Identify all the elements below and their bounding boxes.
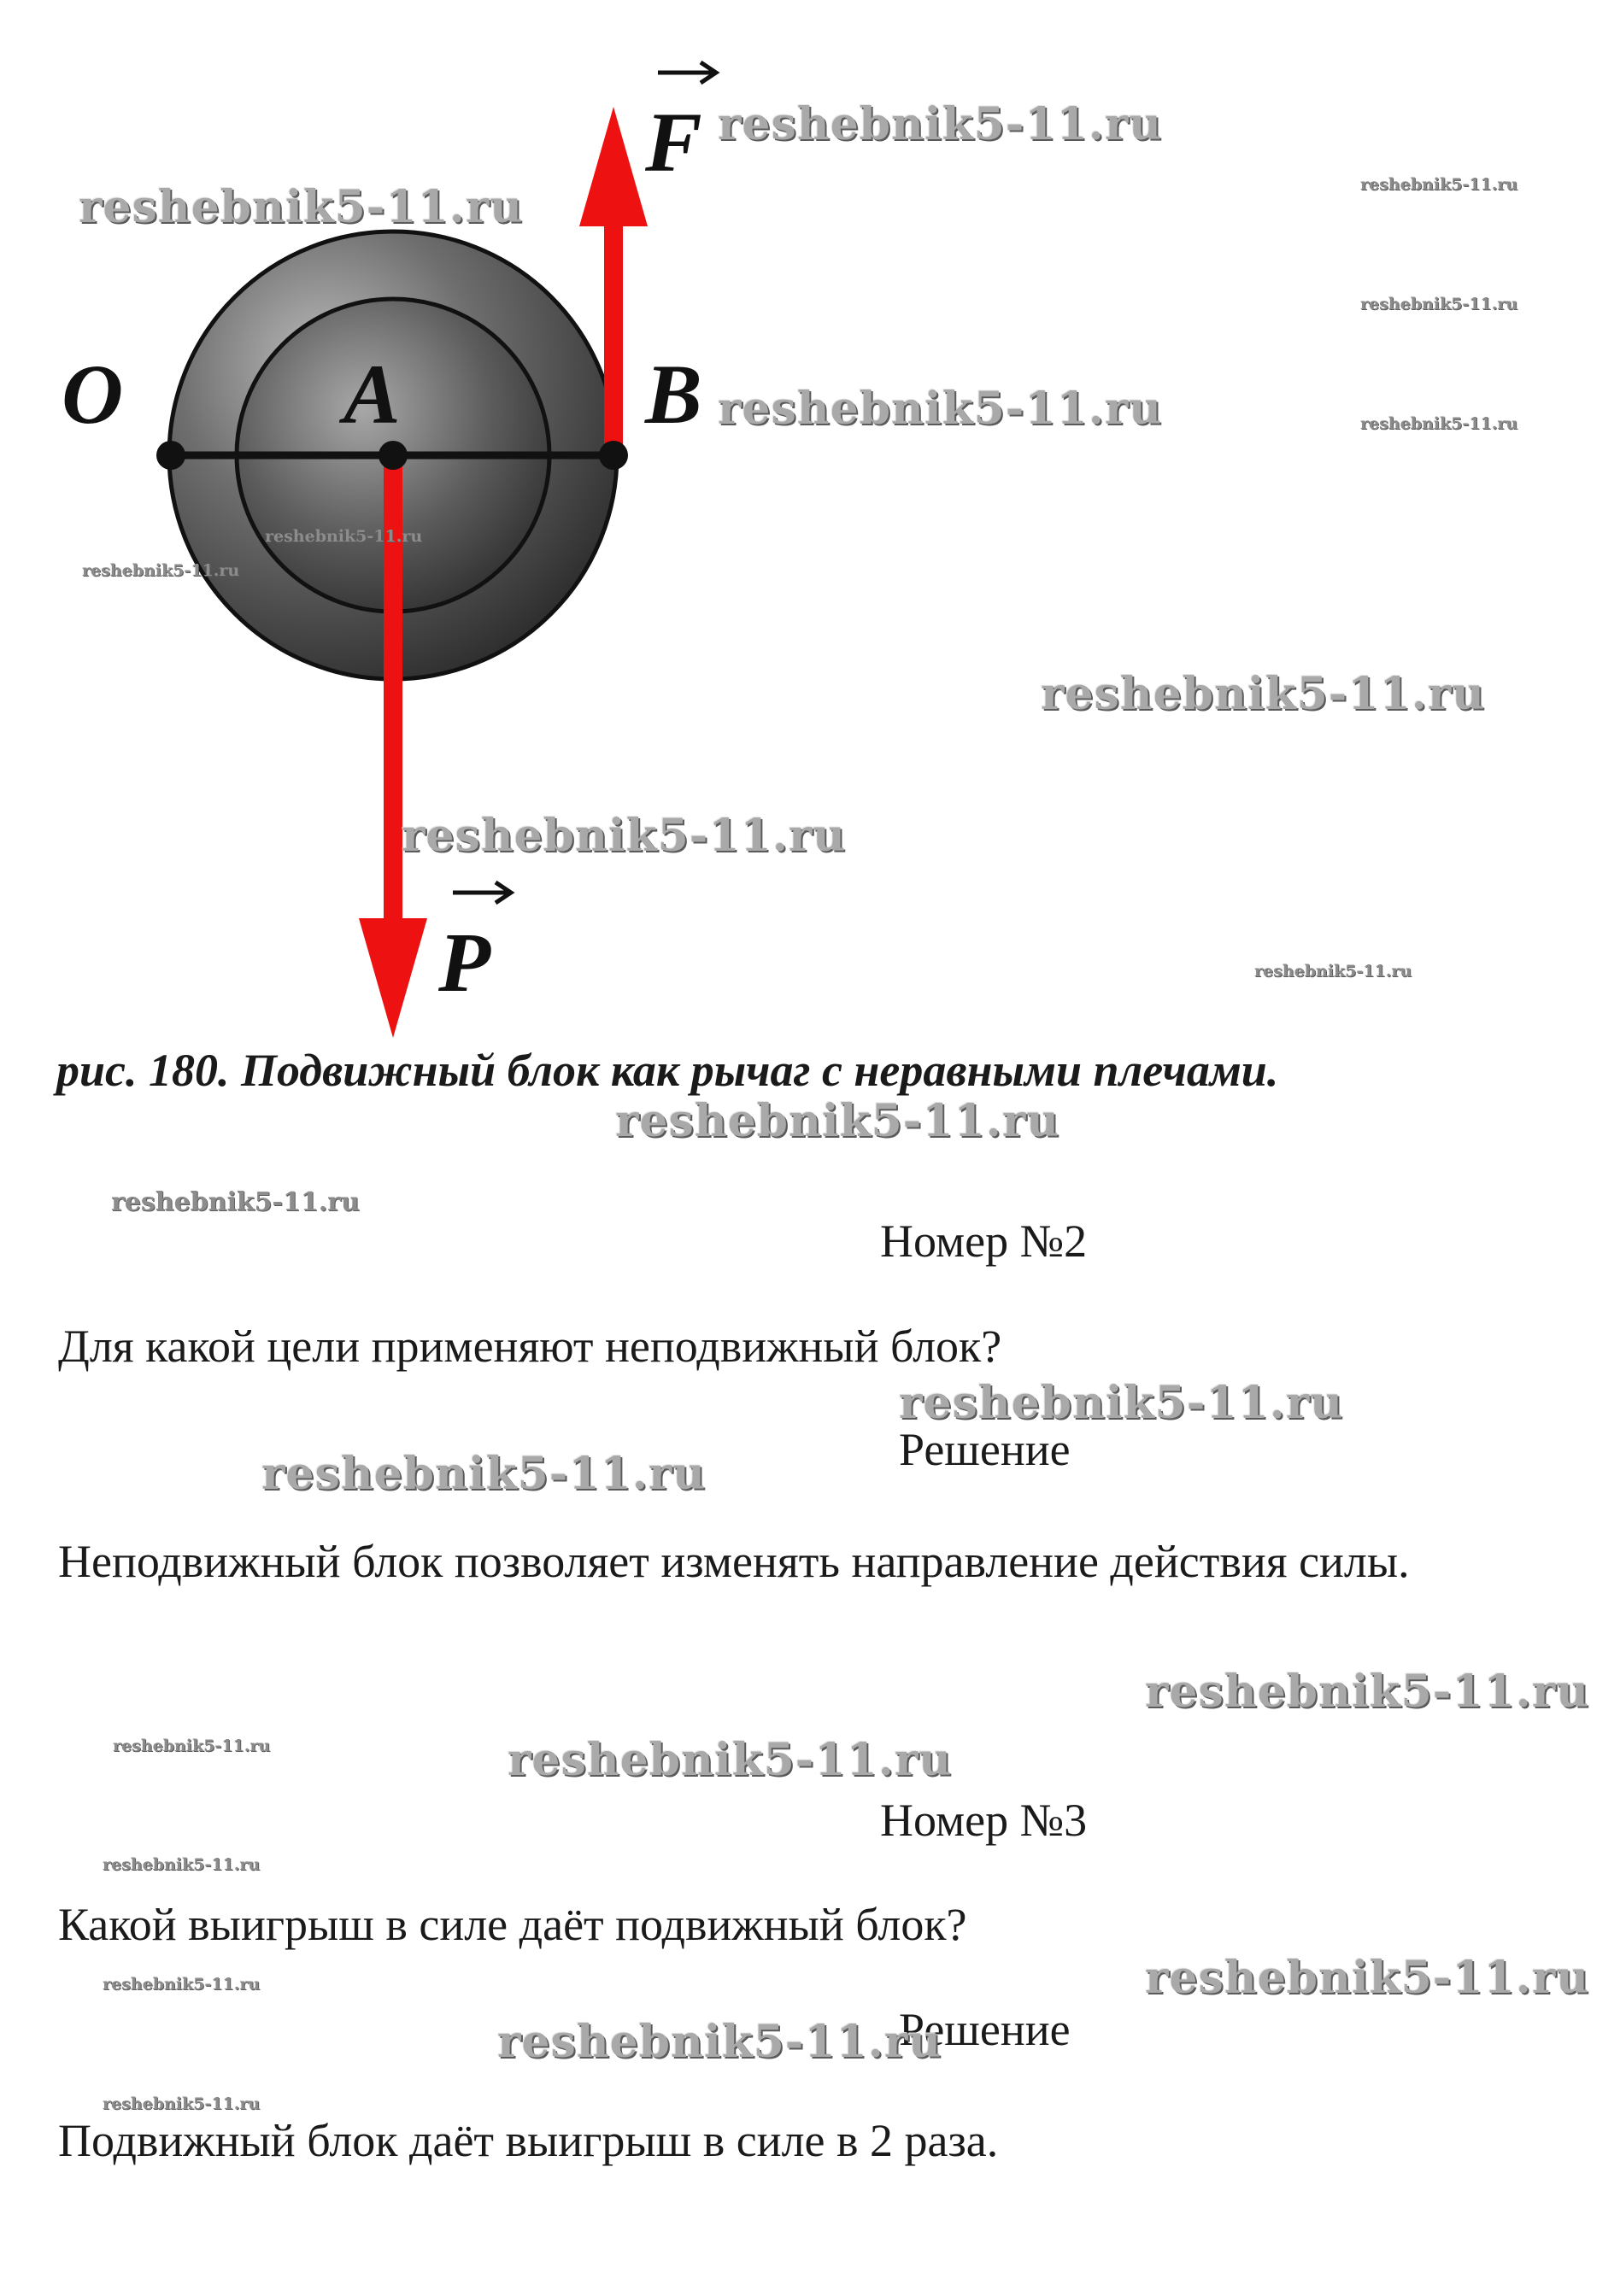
label-p: P bbox=[438, 915, 491, 1010]
watermark: reshebnik5-11.ru bbox=[615, 1095, 1060, 1147]
watermark: reshebnik5-11.ru bbox=[1254, 962, 1412, 981]
q2-question: Для какой цели применяют неподвижный блок? bbox=[58, 1321, 1002, 1372]
q3-answer: Подвижный блок даёт выигрыш в силе в 2 раза. bbox=[58, 2115, 999, 2166]
watermark: reshebnik5-11.ru bbox=[1145, 1666, 1590, 1718]
watermark: reshebnik5-11.ru bbox=[508, 1734, 953, 1786]
watermark: reshebnik5-11.ru bbox=[497, 2016, 942, 2068]
point-a bbox=[379, 441, 408, 470]
watermark: reshebnik5-11.ru bbox=[1041, 668, 1486, 720]
watermark: reshebnik5-11.ru bbox=[1360, 295, 1518, 313]
watermark: reshebnik5-11.ru bbox=[103, 1855, 261, 1874]
watermark: reshebnik5-11.ru bbox=[261, 1448, 707, 1500]
watermark: reshebnik5-11.ru bbox=[899, 1377, 1344, 1429]
q3-solution-label: Решение bbox=[899, 2004, 1071, 2055]
watermark: reshebnik5-11.ru bbox=[265, 527, 423, 546]
watermark: reshebnik5-11.ru bbox=[718, 98, 1163, 150]
figure-caption: рис. 180. Подвижный блок как рычаг с неравными плечами. bbox=[56, 1045, 1279, 1096]
watermark: reshebnik5-11.ru bbox=[82, 561, 240, 580]
vector-arrow-p bbox=[453, 882, 511, 903]
q3-number: Номер №3 bbox=[880, 1795, 1088, 1846]
watermark: reshebnik5-11.ru bbox=[113, 1737, 271, 1755]
watermark: reshebnik5-11.ru bbox=[103, 2094, 261, 2113]
label-o: O bbox=[62, 347, 124, 442]
pulley-lever-figure bbox=[0, 0, 1620, 1042]
label-a: A bbox=[343, 347, 401, 442]
force-p-arrowhead bbox=[359, 918, 427, 1038]
watermark: reshebnik5-11.ru bbox=[402, 810, 847, 862]
force-f-shaft bbox=[604, 218, 623, 455]
force-f-arrowhead bbox=[579, 107, 648, 226]
watermark: reshebnik5-11.ru bbox=[718, 383, 1163, 435]
q3-question: Какой выигрыш в силе даёт подвижный блок? bbox=[58, 1899, 967, 1950]
watermark: reshebnik5-11.ru bbox=[1360, 414, 1518, 433]
watermark: reshebnik5-11.ru bbox=[1145, 1952, 1590, 2004]
point-o bbox=[156, 441, 185, 470]
vector-arrow-f bbox=[658, 62, 716, 83]
q2-number: Номер №2 bbox=[880, 1215, 1088, 1267]
watermark: reshebnik5-11.ru bbox=[111, 1187, 360, 1217]
q2-solution-label: Решение bbox=[899, 1424, 1071, 1475]
watermark: reshebnik5-11.ru bbox=[1360, 175, 1518, 194]
watermark: reshebnik5-11.ru bbox=[79, 181, 524, 233]
label-f: F bbox=[645, 95, 702, 190]
point-b bbox=[599, 441, 628, 470]
q2-answer: Неподвижный блок позволяет изменять направление действия силы. bbox=[58, 1536, 1410, 1587]
watermark: reshebnik5-11.ru bbox=[103, 1975, 261, 1994]
label-b: B bbox=[645, 347, 702, 442]
